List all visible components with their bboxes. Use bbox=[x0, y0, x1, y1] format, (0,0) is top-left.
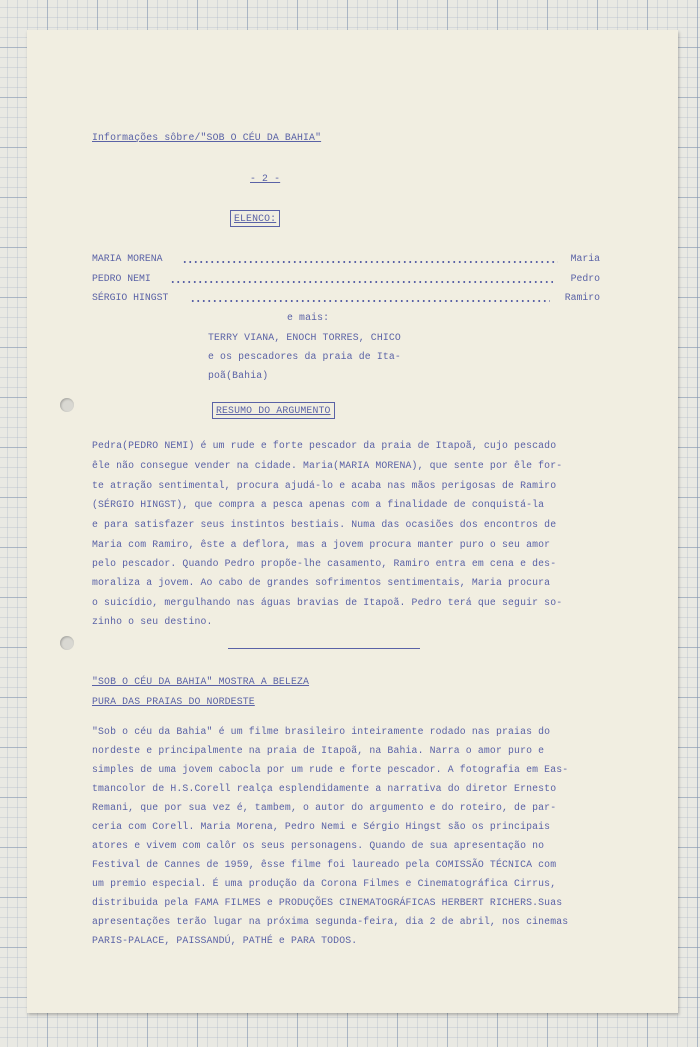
article-line: apresentações terão lugar na próxima segunda-feira, dia 2 de abril, nos cinemas bbox=[92, 916, 569, 927]
article-line: ceria com Corell. Maria Morena, Pedro Nemi e Sérgio Hingst são os principais bbox=[92, 821, 551, 832]
summary-line: moraliza a jovem. Ao cabo de grandes sofrimentos sentimentais, Maria procura bbox=[92, 577, 551, 588]
cast-row bbox=[92, 288, 600, 307]
article-line: PARIS-PALACE, PAISSANDÚ, PATHÉ e PARA TODOS. bbox=[92, 935, 358, 946]
cast-role: Ramiro bbox=[564, 292, 600, 303]
cast-actor: PEDRO NEMI bbox=[92, 273, 151, 284]
article-line: simples de uma jovem cabocla por um rude e forte pescador. A fotografia em Eas- bbox=[92, 764, 569, 775]
cast-more-line: TERRY VIANA, ENOCH TORRES, CHICO bbox=[208, 332, 401, 343]
summary-line: e para satisfazer seus instintos bestiais. Numa das ocasiões dos encontros de bbox=[92, 519, 557, 530]
cast-actor: MARIA MORENA bbox=[92, 253, 163, 264]
article-line: atores e vivem com calôr os seus personagens. Quando de sua apresentação no bbox=[92, 840, 545, 851]
summary-line: te atração sentimental, procura ajudá-lo e acaba nas mãos perigosas de Ramiro bbox=[92, 480, 557, 491]
document-title: Informações sôbre/"SOB O CÉU DA BAHIA" bbox=[92, 132, 322, 143]
cast-actor: SÉRGIO HINGST bbox=[92, 292, 169, 303]
cast-more-label: e mais: bbox=[287, 312, 330, 323]
summary-line: o suicídio, mergulhando nas águas bravias de Itapoã. Pedro terá que seguir so- bbox=[92, 597, 563, 608]
article-heading: "SOB O CÉU DA BAHIA" MOSTRA A BELEZA bbox=[92, 676, 310, 687]
article-line: tmancolor de H.S.Corell realça esplendidamente a narrativa do diretor Ernesto bbox=[92, 783, 557, 794]
section-divider bbox=[228, 648, 420, 649]
leader-dots bbox=[170, 281, 553, 283]
punch-hole-bottom bbox=[60, 636, 74, 650]
summary-line: Maria com Ramiro, êste a deflora, mas a jovem procura manter puro o seu amor bbox=[92, 539, 551, 550]
summary-line: Pedra(PEDRO NEMI) é um rude e forte pescador da praia de Itapoã, cujo pescado bbox=[92, 440, 557, 451]
cast-role: Pedro bbox=[570, 273, 600, 284]
article-line: "Sob o céu da Bahia" é um filme brasileiro inteiramente rodado nas praias do bbox=[92, 726, 551, 737]
summary-line: pelo pescador. Quando Pedro propõe-lhe casamento, Ramiro entra em cena e des- bbox=[92, 558, 557, 569]
leader-dots bbox=[182, 261, 558, 263]
article-line: distribuida pela FAMA FILMES e PRODUÇÕES CINEMATOGRÁFICAS HERBERT RICHERS.Suas bbox=[92, 897, 563, 908]
summary-heading: RESUMO DO ARGUMENTO bbox=[212, 402, 335, 419]
summary-line: (SÉRGIO HINGST), que compra a pesca apenas com a finalidade de conquistá-la bbox=[92, 499, 545, 510]
page-number: - 2 - bbox=[250, 173, 281, 184]
cast-row bbox=[92, 249, 600, 268]
punch-hole-top bbox=[60, 398, 74, 412]
cast-heading: ELENCO: bbox=[230, 210, 280, 227]
article-line: um premio especial. É uma produção da Corona Filmes e Cinematográfica Cirrus, bbox=[92, 878, 557, 889]
cast-role: Maria bbox=[570, 253, 600, 264]
summary-line: êle não consegue vender na cidade. Maria(MARIA MORENA), que sente por êle for- bbox=[92, 460, 563, 471]
cast-more-line: poã(Bahia) bbox=[208, 370, 269, 381]
article-line: Remani, que por sua vez é, tambem, o autor do argumento e do roteiro, de par- bbox=[92, 802, 557, 813]
article-heading: PURA DAS PRAIAS DO NORDESTE bbox=[92, 696, 255, 707]
cast-more-line: e os pescadores da praia de Ita- bbox=[208, 351, 401, 362]
summary-line: zinho o seu destino. bbox=[92, 616, 213, 627]
leader-dots bbox=[190, 300, 550, 302]
cast-row bbox=[92, 269, 600, 288]
article-line: Festival de Cannes de 1959, êsse filme foi laureado pela COMISSÃO TÉCNICA com bbox=[92, 859, 557, 870]
article-line: nordeste e principalmente na praia de Itapoã, na Bahia. Narra o amor puro e bbox=[92, 745, 545, 756]
